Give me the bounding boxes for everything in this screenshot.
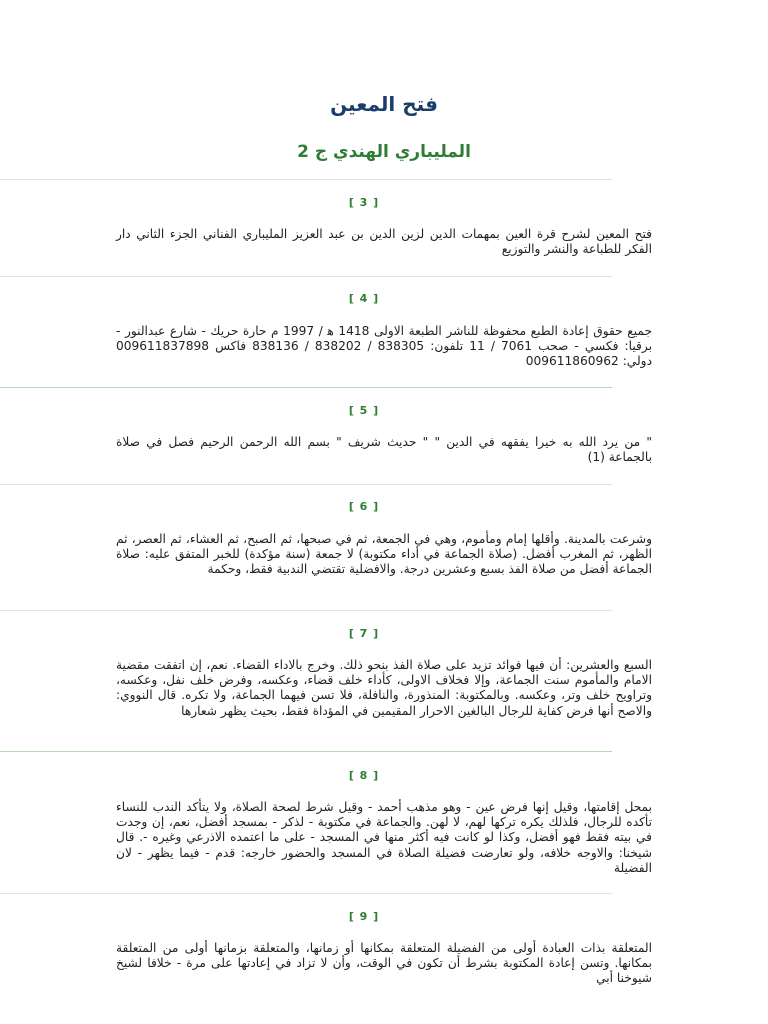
section-text: السبع والعشرين: أن فيها فوائد تزيد على صلاة الفذ بنحو ذلك. وخرج بالاداء القضاء. نعم، إن اتفقت مقضية الامام والمأموم سنت الجماعة، وإلا فخلاف الاولى، كأداء خلف قضاء، وعكسه، وفرض خلف نفل، وعكسه، وتراويح خلف وتر، وعكسه. وبالمكتوبة: المنذورة، والنافلة، فلا تسن فيهما الجماعة، ولا تكره. قال النووي: والاصح أنها فرض كفاية للرجال البالغين الاحرار المقيمين في المؤداة فقط، بحيث يظهر شعارها [116,658,652,718]
section-divider [0,276,612,277]
page-number: [ 5 ] [348,404,380,417]
section-divider [0,751,612,752]
section-text: المتعلقة بذات العبادة أولى من الفضيلة المتعلقة بمكانها أو زمانها، والمتعلقة بزمانها أولى من المتعلقة بمكانها. وتسن إعادة المكتوبة بشرط أن تكون في الوقت، وأن لا تزاد في إعادتها على مرة - خلافا لشيخ شيوخنا أبي [116,941,652,986]
page-subtitle: المليباري الهندي ج 2 [297,142,471,162]
section-text: " من يرد الله به خيرا يفقهه في الدين " " حديث شريف " بسم الله الرحمن الرحيم فصل في صلاة بالجماعة (1) [116,435,652,465]
section-divider [0,179,612,180]
page-number: [ 6 ] [348,500,380,513]
section-divider [0,610,612,611]
section-text: بمحل إقامتها، وقيل إنها فرض عين - وهو مذهب أحمد - وقيل شرط لصحة الصلاة، ولا يتأكد الندب للنساء تأكده للرجال، فلذلك يكره تركها لهم، لا لهن. والجماعة في مكتوبة - لذكر - بمسجد أفضل، نعم، إن وجدت في بيته فقط فهو أفضل، وكذا لو كانت فيه أكثر منها في المسجد - على ما اعتمده الاذرعي وغيره -. قال شيخنا: والاوجه خلافه، ولو تعارضت فضيلة الصلاة في المسجد والحضور خارجه: قدم - فيما يظهر - لان الفضيلة [116,800,652,875]
page-number: [ 9 ] [348,910,380,923]
section-text: وشرعت بالمدينة. وأقلها إمام ومأموم، وهي في الجمعة، ثم في صبحها، ثم الصبح، ثم العشاء، ثم العصر، ثم الظهر، ثم المغرب أفضل. (صلاة الجماعة في أداء مكتوبة) لا جمعة (سنة مؤكدة) للخبر المتفق عليه: صلاة الجماعة أفضل من صلاة الفذ بسبع وعشرين درجة. والافضلية تقتضي الندبية فقط، وحكمة [116,532,652,577]
page-number: [ 4 ] [348,292,380,305]
page-title: فتح المعين [330,92,438,116]
page-number: [ 3 ] [348,196,380,209]
section-text: جميع حقوق إعادة الطبع محفوظة للناشر الطبعة الاولى 1418 ه‍ / 1997 م حارة حريك - شارع عبدالنور - برقيا: فكسي - صحب 7061 / 11 تلفون: 838305 / 838202 / 838136 فاكس 009611837898 دولي: 009611860962 [116,324,652,369]
section-divider [0,893,612,894]
section-divider [0,484,612,485]
page-number: [ 8 ] [348,769,380,782]
page-number: [ 7 ] [348,627,380,640]
section-text: فتح المعين لشرح قرة العين بمهمات الدين لزين الدين بن عبد العزيز المليباري الفناني الجزء الثاني دار الفكر للطباعة والنشر والتوزيع [116,227,652,257]
section-divider [0,387,612,388]
